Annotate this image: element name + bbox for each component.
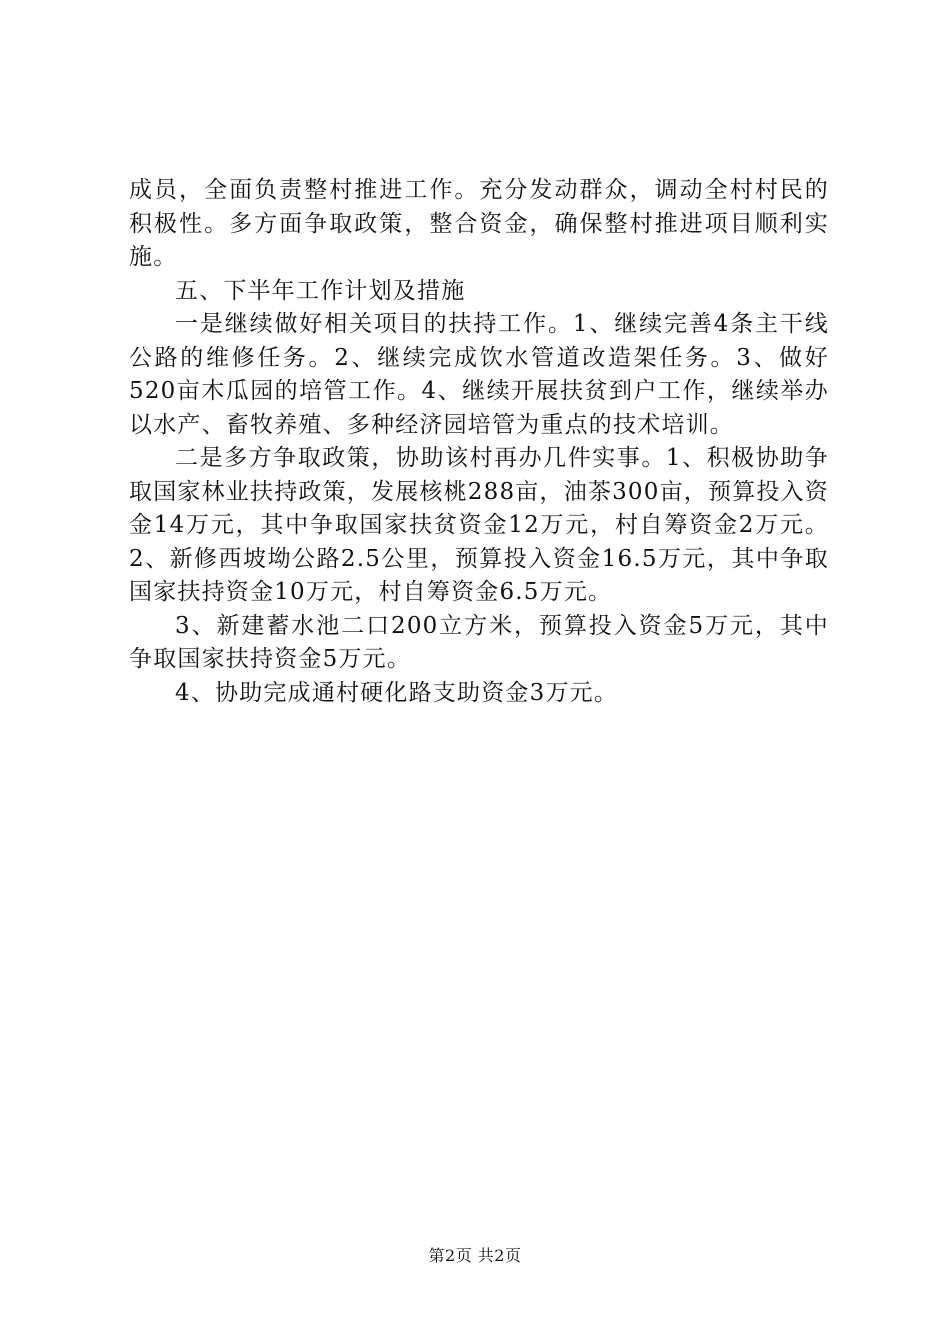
paragraph-continuation: 成员，全面负责整村推进工作。充分发动群众，调动全村村民的积极性。多方面争取政策，整合资金，确保整村推进项目顺利实施。 bbox=[129, 177, 829, 270]
page-number-footer: 第2页 共2页 bbox=[428, 1246, 522, 1265]
document-body bbox=[129, 174, 829, 710]
paragraph-item-four: 4、协助完成通村硬化路支助资金3万元。 bbox=[175, 679, 619, 706]
paragraph-plan-two: 二是多方争取政策，协助该村再办几件实事。1、积极协助争取国家林业扶持政策，发展核桃288亩，油茶300亩，预算投入资金14万元，其中争取国家扶贫资金12万元，村自筹资金2万元。2、新修西坡坳公路2.5公里，预算投入资金16.5万元，其中争取国家扶持资金10万元，村自筹资金6.5万元。 bbox=[129, 445, 829, 605]
paragraph-item-three: 3、新建蓄水池二口200立方米，预算投入资金5万元，其中争取国家扶持资金5万元。 bbox=[129, 612, 829, 672]
paragraph-plan-one: 一是继续做好相关项目的扶持工作。1、继续完善4条主干线公路的维修任务。2、继续完成饮水管道改造架任务。3、做好520亩木瓜园的培管工作。4、继续开展扶贫到户工作，继续举办以水产、畜牧养殖、多种经济园培管为重点的技术培训。 bbox=[129, 311, 829, 438]
section-heading: 五、下半年工作计划及措施 bbox=[175, 277, 466, 304]
